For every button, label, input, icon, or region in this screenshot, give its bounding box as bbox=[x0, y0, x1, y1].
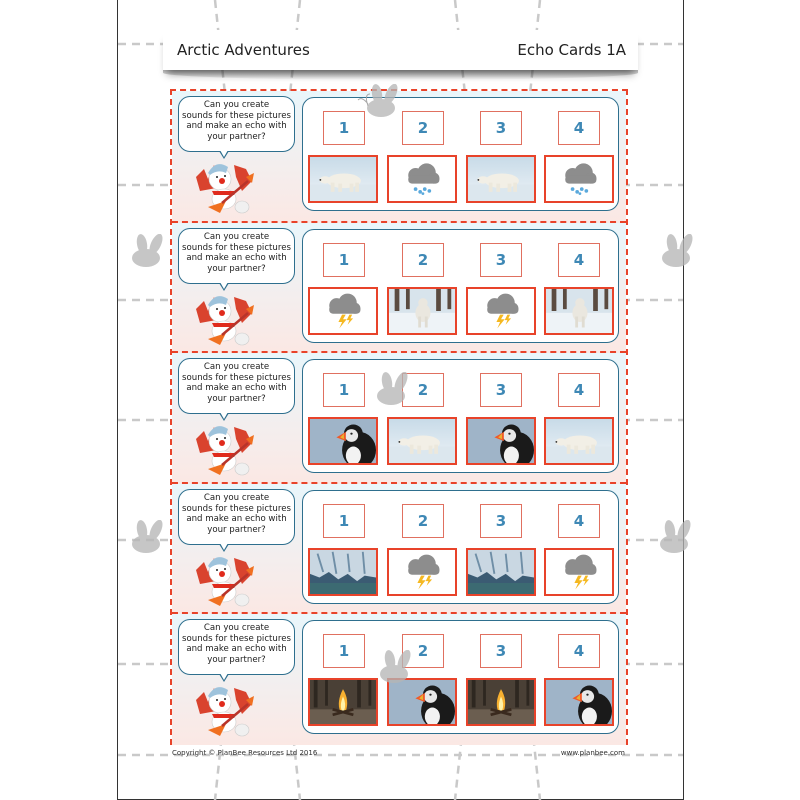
thunder-cloud-picture bbox=[544, 548, 614, 596]
number-box-1: 1 bbox=[323, 504, 365, 538]
campfire-picture bbox=[466, 678, 536, 726]
prompt-line: your partner? bbox=[207, 524, 266, 535]
snowman-guitar-mascot-icon bbox=[190, 550, 262, 612]
polar-bear-icon bbox=[310, 157, 376, 201]
rain-cloud-icon bbox=[546, 157, 612, 201]
number-box-1: 1 bbox=[323, 634, 365, 668]
snowman-guitar-mascot-icon bbox=[190, 157, 262, 219]
number-box-2: 2 bbox=[402, 111, 444, 145]
puffin-picture bbox=[308, 417, 378, 465]
arctic-wolf-icon bbox=[546, 289, 612, 333]
prompt-line: sounds for these pictures bbox=[182, 503, 291, 514]
speech-bubble bbox=[178, 619, 295, 675]
prompt-line: Can you create bbox=[203, 362, 270, 372]
polar-bear-icon bbox=[389, 419, 455, 463]
prompt-line: sounds for these pictures bbox=[182, 633, 291, 644]
worksheet-subtitle: Echo Cards 1A bbox=[517, 41, 626, 59]
number-box-2: 2 bbox=[402, 243, 444, 277]
thunder-cloud-icon bbox=[310, 289, 376, 333]
number-box-1: 1 bbox=[323, 373, 365, 407]
arctic-wolf-picture bbox=[387, 287, 457, 335]
puffin-icon bbox=[546, 680, 612, 724]
echo-panel bbox=[302, 620, 619, 734]
thunder-cloud-icon bbox=[468, 289, 534, 333]
prompt-line: and make an echo with bbox=[186, 121, 287, 132]
number-box-1: 1 bbox=[323, 111, 365, 145]
prompt-line: and make an echo with bbox=[186, 253, 287, 264]
glacier-picture bbox=[466, 548, 536, 596]
polar-bear-picture bbox=[308, 155, 378, 203]
speech-bubble bbox=[178, 358, 295, 414]
campfire-icon bbox=[310, 680, 376, 724]
header-bar bbox=[163, 30, 638, 70]
polar-bear-picture bbox=[466, 155, 536, 203]
bee-icon bbox=[120, 520, 170, 558]
snowman-guitar-mascot-icon bbox=[190, 289, 262, 351]
polar-bear-picture bbox=[387, 417, 457, 465]
worksheet-title: Arctic Adventures bbox=[177, 41, 310, 59]
campfire-icon bbox=[468, 680, 534, 724]
thunder-cloud-picture bbox=[308, 287, 378, 335]
prompt-line: and make an echo with bbox=[186, 514, 287, 525]
glacier-picture bbox=[308, 548, 378, 596]
prompt-line: Can you create bbox=[203, 100, 270, 110]
number-box-1: 1 bbox=[323, 243, 365, 277]
prompt-line: sounds for these pictures bbox=[182, 372, 291, 383]
prompt-line: your partner? bbox=[207, 263, 266, 274]
number-box-4: 4 bbox=[558, 504, 600, 538]
polar-bear-icon bbox=[468, 157, 534, 201]
bee-icon bbox=[120, 234, 170, 272]
number-box-3: 3 bbox=[480, 373, 522, 407]
echo-panel bbox=[302, 229, 619, 343]
number-box-4: 4 bbox=[558, 111, 600, 145]
polar-bear-icon bbox=[546, 419, 612, 463]
bee-icon bbox=[355, 84, 405, 122]
number-box-3: 3 bbox=[480, 634, 522, 668]
rain-cloud-icon bbox=[389, 157, 455, 201]
thunder-cloud-picture bbox=[466, 287, 536, 335]
puffin-picture bbox=[466, 417, 536, 465]
snowman-guitar-mascot-icon bbox=[190, 680, 262, 742]
arctic-wolf-picture bbox=[544, 287, 614, 335]
number-box-4: 4 bbox=[558, 634, 600, 668]
number-box-3: 3 bbox=[480, 243, 522, 277]
echo-card-3 bbox=[172, 351, 626, 482]
puffin-icon bbox=[310, 419, 376, 463]
glacier-icon bbox=[310, 550, 376, 594]
thunder-cloud-icon bbox=[389, 550, 455, 594]
prompt-line: your partner? bbox=[207, 393, 266, 404]
rain-cloud-picture bbox=[387, 155, 457, 203]
number-box-4: 4 bbox=[558, 373, 600, 407]
prompt-line: your partner? bbox=[207, 654, 266, 665]
speech-bubble bbox=[178, 228, 295, 284]
prompt-line: and make an echo with bbox=[186, 644, 287, 655]
bee-icon bbox=[365, 372, 415, 410]
prompt-line: and make an echo with bbox=[186, 383, 287, 394]
number-box-3: 3 bbox=[480, 111, 522, 145]
echo-panel bbox=[302, 359, 619, 473]
speech-bubble bbox=[178, 96, 295, 152]
arctic-wolf-icon bbox=[389, 289, 455, 333]
number-box-4: 4 bbox=[558, 243, 600, 277]
puffin-icon bbox=[468, 419, 534, 463]
glacier-icon bbox=[468, 550, 534, 594]
echo-panel bbox=[302, 97, 619, 211]
snowman-guitar-mascot-icon bbox=[190, 419, 262, 481]
prompt-line: Can you create bbox=[203, 623, 270, 633]
echo-card-4 bbox=[172, 482, 626, 612]
polar-bear-picture bbox=[544, 417, 614, 465]
bee-icon bbox=[648, 520, 698, 558]
number-box-2: 2 bbox=[402, 634, 444, 668]
bee-icon bbox=[368, 650, 418, 688]
number-box-2: 2 bbox=[402, 504, 444, 538]
prompt-line: your partner? bbox=[207, 131, 266, 142]
copyright-text: Copyright © PlanBee Resources Ltd 2016 bbox=[172, 749, 318, 757]
website-link[interactable]: www.planbee.com bbox=[560, 749, 625, 757]
echo-card-2 bbox=[172, 221, 626, 351]
number-box-3: 3 bbox=[480, 504, 522, 538]
number-box-2: 2 bbox=[402, 373, 444, 407]
thunder-cloud-icon bbox=[546, 550, 612, 594]
prompt-line: sounds for these pictures bbox=[182, 110, 291, 121]
speech-bubble bbox=[178, 489, 295, 545]
prompt-line: Can you create bbox=[203, 232, 270, 242]
puffin-picture bbox=[544, 678, 614, 726]
echo-cards-sheet bbox=[170, 89, 628, 745]
bee-icon bbox=[650, 234, 700, 272]
echo-panel bbox=[302, 490, 619, 604]
rain-cloud-picture bbox=[544, 155, 614, 203]
thunder-cloud-picture bbox=[387, 548, 457, 596]
prompt-line: Can you create bbox=[203, 493, 270, 503]
prompt-line: sounds for these pictures bbox=[182, 242, 291, 253]
